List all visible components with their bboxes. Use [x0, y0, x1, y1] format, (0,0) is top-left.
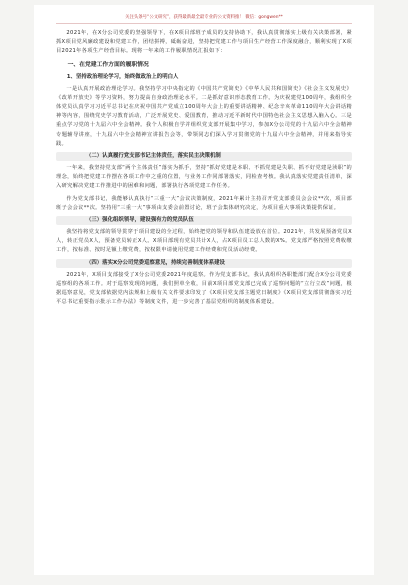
body-paragraph: 2021年，X项目支部接受了X分公司党委2021年度巡察。作为党支部书记，我认真组织各职能部门配合X分公司党委巡察组的各项工作。对于巡察发现的问题，我们照单全收，目前X项目部党支部已完成了巡察问题的“立行立改”问题，根据巡察意见，党支部依据党内法规和上级有关文件要求印发了《X项目党支部主题党日制度》《X项目党支部贯彻落实习近平总书记重要指示批示工作办法》等制度文件，进一步完善了基层党组织的制度体系建设。 — [56, 271, 352, 306]
subsection-heading: （三）强化组织领导，建设强有力的党员队伍 — [56, 216, 352, 225]
promo-banner[interactable]: 关注头条号“公文研究”，获得最新最全最专业的公文资料推！ 微信：gongwen** — [56, 12, 352, 24]
intro-paragraph: 2021年，在X分公司党委的坚强领导下，在X项目部班子成员的支持协助下，我认真贯彻落实上级有关决策部署，紧抓X项目党风廉政建设和党建工作，团结拼搏，砥砺奋进，坚持把党建工作与项目生产经营工作深度融合，顺利实现了X项目2021年各项生产经营目标。现将一年来的工作履职情况汇报如下： — [56, 30, 352, 55]
subsection-heading: 1、坚持政治理论学习，始终做政治上的明白人 — [66, 73, 179, 80]
body-paragraph: 我坚持将党支部的领导贯穿于项目建设的全过程，始终把党的领导和队伍建设放在首位。2021年，共发展预备党员X人，转正党员X人，预备党员转正X人。X项目部现有党员共计X人，占X项目员工总人数的X%。党支部严格按照党费收缴工作，按标准、按时足额上缴党费，按权限申请使用党建工作经费和党员活动经费。 — [56, 229, 352, 254]
body-paragraph: 作为党支部书记，我能够认真执行“三重一大”会议决策制度，2021年累计主持召开党支部委员会会议**次，项目部班子会会议**次。坚持用“三重一大”事项由支委会前置讨论，班子会集体研究决定，为项目重大事项决策提供保证。 — [56, 195, 352, 211]
subsection-heading: （二）认真履行党支部书记主体责任，落实民主决策机制 — [56, 152, 352, 161]
section-heading: 一、在党建工作方面的履职情况 — [67, 61, 149, 68]
subsection-heading: （四）落实X分公司党委巡察意见，持续完善制度体系建设 — [56, 259, 352, 268]
body-paragraph: 一年来，我坚持党支部“两个主体责任”落实为抓手，坚持“抓好党建是本职、不抓党建是失职、抓不好党建是渎职”的理念，始终把党建工作摆在各项工作中之重的位置，与业务工作同部署落实，同检查考核。我认真落实党建责任清单，深入研究解决党建工作推进中的困难和问题，部署执行各项党建工作任务。 — [56, 165, 352, 190]
document-page — [34, 5, 374, 575]
body-paragraph: 一是认真开展政治理论学习。我坚持学习中央指定的《中国共产党简史》《中华人民共和国简史》《社会主义发展史》《改革开放史》等学习资料，努力提高自身政治理论水平。二是抓好意识形态教育工作。为庆祝建党100周年，我组织全体党员认真学习习近平总书记在庆祝中国共产党成立100周年大会上的重要讲话精神、纪念辛亥革命110周年大会讲话精神等内容，围绕党史学习教育活动，广泛开展党史、爱国教育，推动习近平新时代中国特色社会主义思想入脑入心。三是重点学习党的十九届六中全会精神。我个人积极自学并组织党支部开展集中学习，参加X分公司党的十九届六中全会精神专题辅导讲座，十九届六中全会精神宣讲报告会等，带领同志们深入学习贯彻党的十九届六中全会精神，并用来指导实践。 — [56, 85, 352, 147]
